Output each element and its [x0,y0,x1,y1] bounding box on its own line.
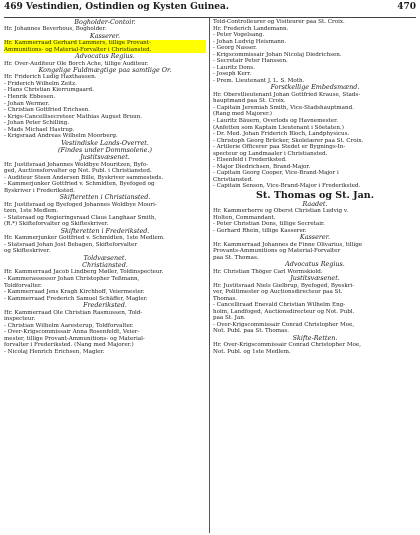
section-heading: Vestindiske Lands-Overret. [61,139,149,147]
text-line: - Over-Krigscommissair Conrad Christopher Moe, [213,321,355,328]
text-line: - Capitain Georg Cooper, Vice-Brand-Major i [213,170,339,177]
text-line: paa St. Jan. [213,315,246,322]
text-line: holm, Landfoged, Auctionsdirecteur og Not. Publ. [213,308,355,315]
text-line: Byskriver i Frederiksted. [4,187,75,194]
running-head-left: 469 Vestindien, Ostindien og Kysten Guinea. [4,2,229,12]
text-line: - Auditeur Steen Andersen Bille, Byskriver sammesteds. [4,174,164,181]
text-line: Hr. Oberstlieutenant Johan Gottfried Krause, Stads- [213,91,361,98]
text-line: Hr. Justitsraad Niels Gielbrup, Byefoged, Byeskri- [213,282,355,289]
text-line: - Cancelliraad Enevald Christian Wilhelm Eng- [213,302,346,309]
text-line: - Capitain Jeremiah Smith, Vice-Stadshauptmand. [213,104,354,111]
text-line: - Christian Wilhelm Aaresterup, Toldforvalter. [4,322,134,329]
text-line: - Christian Gottfried Erichsen. [4,107,91,114]
text-line: - Johan Ludvig Heismann. [213,38,287,45]
section-heading: Skifteretten i Frederiksted. [60,227,150,235]
text-line: - Mads Michael Hastrup. [4,126,75,133]
text-line: Hr. Kammerherre og Oberst Christian Ludvig v. [213,208,349,215]
text-line: - Nicolaj Henrich Erichsen, Magler. [4,348,105,355]
text-line: - Friderich Wilhelm Zeitz. [4,80,77,87]
text-line: Hr. Kammerjunker Gottfried v. Schmidten, 1ste Medlem. [4,235,165,242]
text-line: - Krigscommissair Johan Nicolaj Diedrichsen. [213,51,342,58]
section-heading: Christiansted. [82,262,128,270]
text-line: Holten, Commandant. [213,214,276,221]
text-line: Not. Publ. paa St. Thomas. [213,328,290,335]
text-line: - Christoph Georg Brücker, Skolelærer paa St. Croix. [213,137,364,144]
text-line: - Krigsraad Andreas Wilhelm Moorberg. [4,133,118,140]
text-line: - Joseph Kerr. [213,71,252,78]
text-line: - Elsenfeld i Frederiksted. [213,157,287,164]
text-line: Hr. Over-Auditeur Ole Borch Ache, tillige Auditeur. [4,60,149,67]
text-line: Hr. Kammerraad Jacob Lindberg Møller, Toldinspecteur. [4,269,164,276]
text-line: - Prem. Lieutenant J. L. S. Moth. [213,77,305,84]
text-line: Hr. Frederich Landemann. [213,25,289,32]
text-line: - Georg Nasser. [213,45,257,52]
left-column [4,19,206,533]
text-line: Toldforvalter. [4,282,42,289]
text-line: - Hans Christian Kierrumgaard. [4,87,94,94]
section-heading: Kongelige Fuldmægtige paa samtlige Or. [38,67,172,75]
text-line: - Dr. Med. Johan Friderich Bloch, Landphysicus. [213,131,350,138]
text-line: - Peter Vogelsang. [213,32,265,39]
text-line: - Peter Christian Dons, tillige Secretair. [213,221,325,228]
text-line: - Lauritz Dons. [213,64,255,71]
text-line: (Rang med Majorer.) [213,111,272,118]
text-line: Thomas. [213,295,237,302]
right-column [213,19,417,533]
text-line: Hr. Kammerraad Johannes de Finne Olivarius, tillige [213,241,363,248]
text-line: (Anfetten som Kaptain Lieutenant i Söetaten.) [213,124,344,131]
text-line: - Lauritz Bäuern, Overlods og Havnemester. [213,117,338,124]
text-line: - Artilerie Officerer paa Stedet er Bygnings-In- [213,144,346,151]
section-heading: Justitsvæsenet. [290,275,340,283]
highlighted-line: Hr. Kammerraad Gerhard Lammers, tillige Provant- [4,40,206,47]
text-line: Hr. Over-Krigscommissair Conrad Christopher Moe, [213,342,362,349]
text-line: - Gerhard Rhein, tillige Kasserer. [213,227,307,234]
text-line: Not. Publ. og 1ste Medlem. [213,348,291,355]
section-heading: Raadet. [302,200,328,208]
section-heading: Kasserer. [89,32,121,40]
text-line: tzen, 1ste Medlem. [4,208,59,215]
text-line: - Kammerjunker Gottfried v. Schmidten, Byefoged og [4,181,155,188]
text-line: Hr. Johannes Beverhous, Bogholder. [4,26,107,33]
section-heading: Skifteretten i Christiansted. [59,194,151,202]
section-heading: Bogholder-Contoir. [74,19,136,26]
text-line: - Kammerraad Jens Kragh Kirchhoff, Veiermester. [4,289,145,296]
text-line: - Statsraad og Regieringsraad Claus Langhaar Smith, [4,214,157,221]
text-line: og Skifteskriver. [4,248,51,255]
text-line: ged, Auctionsforvalter og Not. Publ. i Christiansted. [4,168,152,175]
text-line: - Johan Wermer. [4,100,50,107]
text-line: - Henrik Ebbesen. [4,94,56,101]
text-line: - Kammerassessor Johan Christopher Teßmann, [4,276,140,283]
section-heading: Forstkellige Embedsmænd. [270,84,360,92]
section-heading: Kasserer. [299,234,331,242]
text-line: - Krigs-Cancellisecreteer Mathias August Bruun. [4,113,143,120]
text-line: - Major Diedrichsen, Brand-Major. [213,163,311,170]
text-line: Hr. Justitsraad og Byefoged Johannes Woldbye Mouri- [4,201,157,208]
section-heading: Advocatus Regius. [285,261,345,269]
text-line: - Johan Peter Schilling. [4,120,70,127]
section-heading: Frederiksted. [83,302,127,310]
text-line: Told-Controlleurer og Visiteurer paa St. Croix. [213,19,345,25]
major-heading: St. Thomas og St. Jan. [255,189,375,201]
text-line: - Secretair Peter Hanssen. [213,58,288,65]
section-heading: Toldvæsenet. [83,254,127,262]
text-line: Hr. Justitsraad Johannes Woldbye Mouritzen, Byfo- [4,161,149,168]
text-line: - Statsraad Johan Jost Behagen, Skifteforvalter [4,241,138,248]
text-line: paa St. Thomas. [213,254,259,261]
section-heading: (Findes under Dommsolene.) [58,147,152,155]
text-line: Hr. Christian Thöger Carl Wormskiold. [213,268,323,275]
section-heading: Skifte-Retten. [292,334,338,342]
text-line: (R.*) Skifteforvalter og Skifteskriver. [4,221,109,228]
text-line: specteur og Landmaaler i Christiansted. [213,150,328,157]
text-line: Hr. Kammerraad Ole Christian Rasmussen, Told- [4,309,143,316]
text-line: mester, tillige Provant-Ammunitions- og Material- [4,335,145,342]
text-line: - Kammerraad Frederich Samuel Schäffer, Magler. [4,295,148,302]
page-number: 470 [397,2,416,12]
column-divider [209,18,210,533]
text-line: Christiansted. [213,176,253,183]
text-line: forvalter i Frederiksted. (Nang med Majorer.) [4,342,134,349]
text-line: Provants-Ammunitions og Material-Forvalter [213,248,341,255]
text-line: - Capitain Senson, Vice-Brand-Major i Frederiksted. [213,183,361,190]
header-rule [4,17,416,18]
section-heading: Advocatus Regius. [75,53,135,61]
running-head [4,2,416,16]
text-line: - Over-Krigscommissair Anna Rosenfeldt, Veier- [4,329,140,336]
section-heading: Justitsvæsenet. [80,154,130,162]
highlighted-line: Ammunitions- og Material-Forvalter i Christiansted. [4,47,206,54]
text-line: Hr. Friderich Ludig Haxthausen. [4,74,97,81]
text-line: hauptmand paa St. Croix. [213,98,286,105]
text-line: inspecteur. [4,316,36,323]
text-line: ver, Politimester og Auctionsdirecteur paa St. [213,289,343,296]
